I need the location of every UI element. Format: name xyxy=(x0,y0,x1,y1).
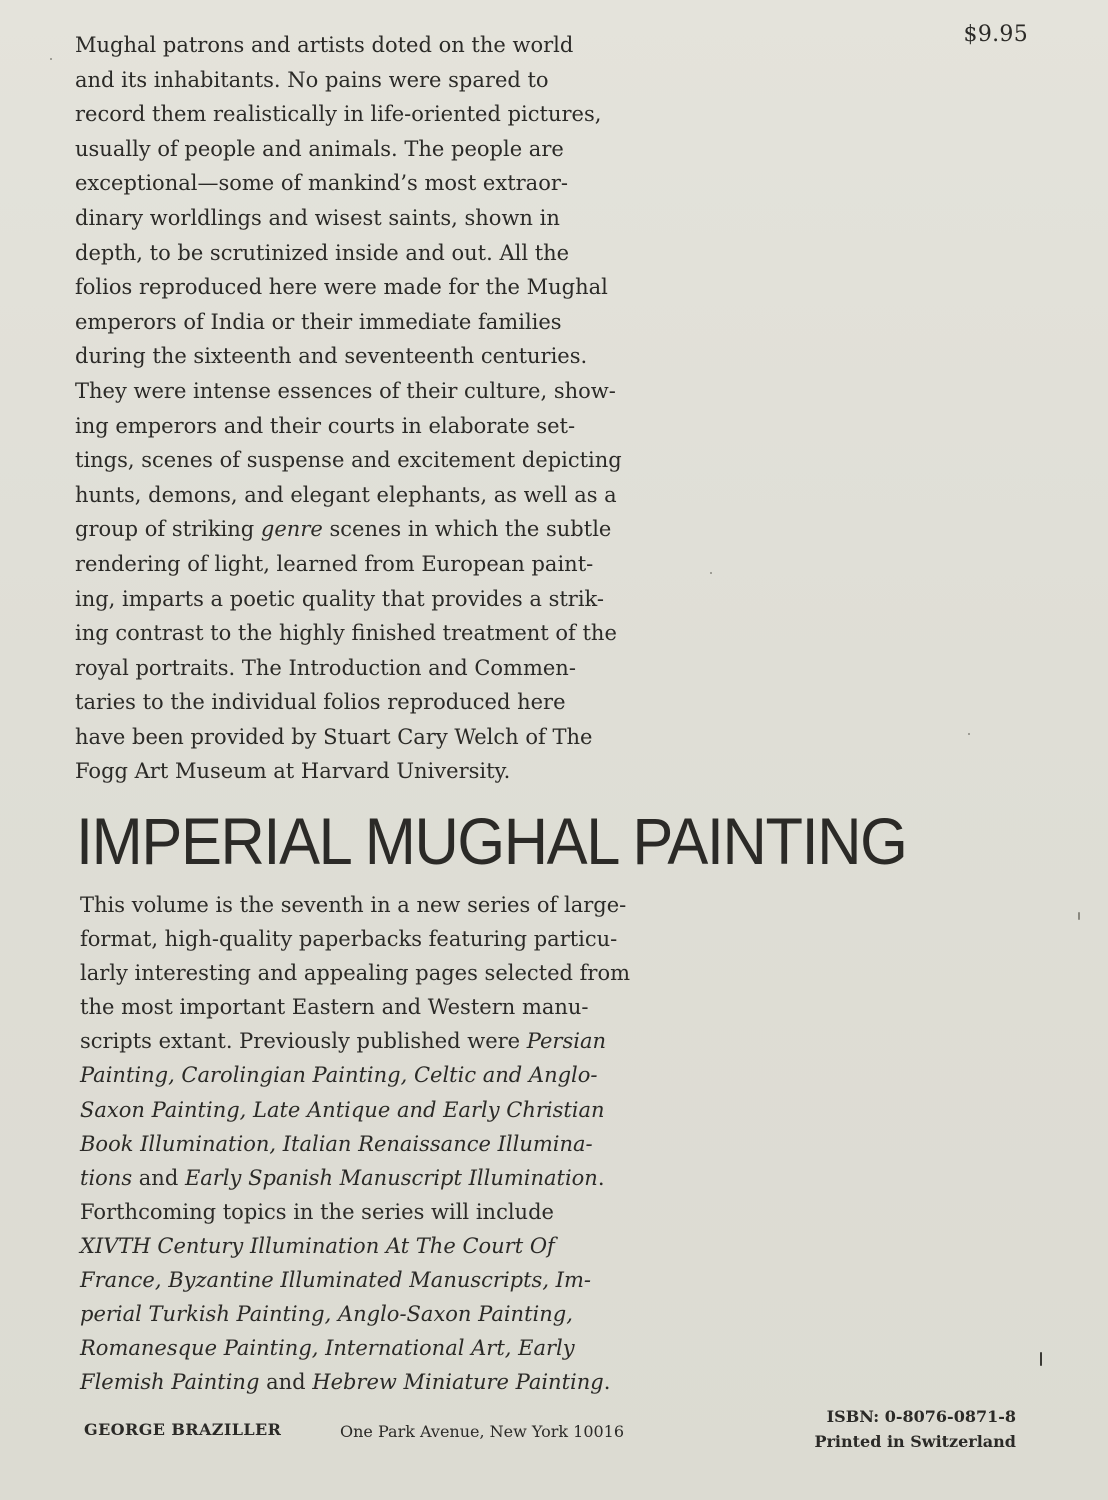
blurb-line: record them realistically in life-oriented pictures, xyxy=(75,102,602,127)
blurb-line: usually of people and animals. The people are xyxy=(75,136,564,161)
blurb-line: ing contrast to the highly finished treatment of the xyxy=(75,621,617,646)
publisher-name: GEORGE BRAZILLER xyxy=(84,1420,282,1439)
blurb-line: folios reproduced here were made for the Mughal xyxy=(75,275,608,300)
paper-speck xyxy=(50,58,52,60)
isbn-number: ISBN: 0-8076-0871-8 xyxy=(826,1407,1016,1426)
blurb-line: ing emperors and their courts in elaborate set- xyxy=(75,413,576,438)
blurb-line: dinary worldlings and wisest saints, shown in xyxy=(75,205,560,230)
blurb-line: hunts, demons, and elegant elephants, as well as a xyxy=(75,482,617,507)
series-line: perial Turkish Painting, Anglo-Saxon Painting, xyxy=(80,1302,573,1327)
series-paragraph xyxy=(80,888,660,1399)
series-line: This volume is the seventh in a new series of large- xyxy=(80,893,627,917)
series-line: the most important Eastern and Western manu- xyxy=(80,995,589,1020)
price-label: $9.95 xyxy=(963,22,1028,47)
series-line: tions and Early Spanish Manuscript Illumination. xyxy=(80,1165,605,1190)
blurb-line: have been provided by Stuart Cary Welch of The xyxy=(75,724,593,749)
series-line: Forthcoming topics in the series will include xyxy=(80,1199,554,1224)
blurb-line: They were intense essences of their culture, show- xyxy=(75,378,616,403)
blurb-line: Fogg Art Museum at Harvard University. xyxy=(75,759,511,784)
series-line: Romanesque Painting, International Art, Early xyxy=(80,1336,575,1361)
blurb-line: emperors of India or their immediate families xyxy=(75,309,562,334)
paper-speck xyxy=(710,572,712,574)
blurb-line: taries to the individual folios reproduced here xyxy=(75,690,566,715)
publisher-address: One Park Avenue, New York 10016 xyxy=(340,1422,625,1441)
series-line: larly interesting and appealing pages selected from xyxy=(80,961,631,986)
blurb-line: rendering of light, learned from European paint- xyxy=(75,551,594,576)
series-line: XIVTH Century Illumination At The Court Of xyxy=(80,1233,555,1258)
printed-in: Printed in Switzerland xyxy=(814,1432,1016,1451)
series-line: France, Byzantine Illuminated Manuscripts, Im- xyxy=(80,1268,591,1293)
series-line: Painting, Carolingian Painting, Celtic and Anglo- xyxy=(80,1063,598,1088)
paper-speck xyxy=(968,733,970,735)
blurb-line: and its inhabitants. No pains were spared to xyxy=(75,67,549,92)
paper-speck xyxy=(1040,1352,1042,1366)
blurb-line: tings, scenes of suspense and excitement depicting xyxy=(75,448,622,473)
series-line: scripts extant. Previously published were Persian xyxy=(80,1029,606,1054)
blurb-line: ing, imparts a poetic quality that provides a strik- xyxy=(75,586,604,611)
book-title: IMPERIAL MUGHAL PAINTING xyxy=(76,804,907,878)
blurb-line-genre: group of striking genre scenes in which the subtle xyxy=(75,517,612,542)
series-line: Saxon Painting, Late Antique and Early Christian xyxy=(80,1097,605,1122)
description-paragraph xyxy=(75,28,645,789)
blurb-line: depth, to be scrutinized inside and out. All the xyxy=(75,240,570,265)
blurb-line: during the sixteenth and seventeenth centuries. xyxy=(75,344,588,369)
paper-speck xyxy=(1078,912,1080,920)
blurb-line: royal portraits. The Introduction and Commen- xyxy=(75,655,576,680)
series-line: Book Illumination, Italian Renaissance Illumina- xyxy=(80,1131,593,1156)
isbn-block xyxy=(814,1404,1016,1454)
series-line: format, high-quality paperbacks featuring particu- xyxy=(80,927,618,952)
blurb-line: Mughal patrons and artists doted on the world xyxy=(75,33,574,57)
blurb-line: exceptional—some of mankind’s most extraor- xyxy=(75,171,568,196)
series-line: Flemish Painting and Hebrew Miniature Painting. xyxy=(80,1370,611,1395)
